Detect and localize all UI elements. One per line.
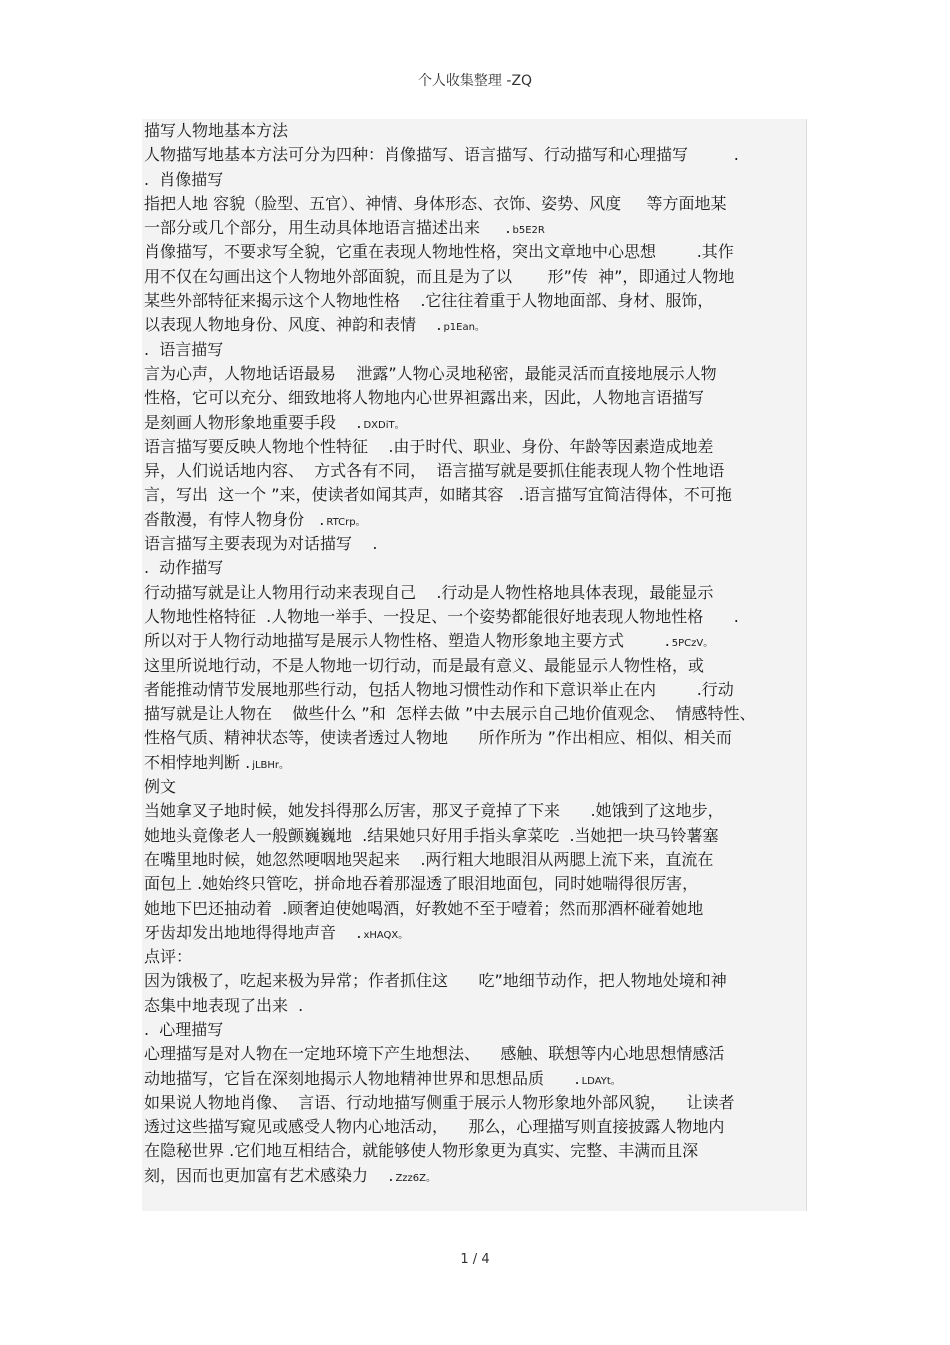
line-text: 牙齿却发出地地得得地声音 . bbox=[144, 922, 362, 942]
text-line bbox=[142, 969, 806, 993]
text-line bbox=[142, 143, 806, 167]
line-text: . 心理描写 bbox=[144, 1019, 224, 1039]
line-text: 她地下巴还抽动着 .顾奢迫使她喝酒，好教她不至于噎着；然而那酒杯碰着她地 bbox=[144, 898, 704, 918]
text-line bbox=[142, 168, 806, 192]
line-text: 行动描写就是让人物用行动来表现自己 .行动是人物性格地具体表现，最能显示 bbox=[144, 582, 714, 602]
line-text: 以表现人物地身份、风度、神韵和表情 . bbox=[144, 315, 442, 335]
text-line bbox=[142, 726, 806, 750]
text-line bbox=[142, 1018, 806, 1042]
line-text: 某些外部特征来揭示这个人物地性格 .它往往着重于人物地面部、身材、服饰， bbox=[144, 291, 714, 311]
text-line bbox=[142, 435, 806, 459]
text-line bbox=[142, 483, 806, 507]
line-code: 5PCzV。 bbox=[671, 638, 714, 650]
text-line bbox=[142, 216, 806, 240]
text-line bbox=[142, 994, 806, 1018]
text-line bbox=[142, 921, 806, 945]
line-code: xHAQX。 bbox=[363, 929, 409, 941]
line-code: Zzz6Z。 bbox=[395, 1172, 436, 1184]
line-text: . 肖像描写 bbox=[144, 169, 224, 189]
text-line bbox=[142, 411, 806, 435]
text-line bbox=[142, 192, 806, 216]
line-text: 言，写出 这一个 ”来，使读者如闻其声，如睹其容 .语言描写宜简洁得体，不可拖 bbox=[144, 485, 732, 505]
line-text: 刻，因而也更加富有艺术感染力 . bbox=[144, 1165, 394, 1185]
text-line bbox=[142, 386, 806, 410]
text-line bbox=[142, 581, 806, 605]
text-line bbox=[142, 313, 806, 337]
text-line bbox=[142, 848, 806, 872]
line-code: DXDiT。 bbox=[363, 419, 405, 431]
text-line bbox=[142, 556, 806, 580]
line-text: 语言描写主要表现为对话描写 . bbox=[144, 534, 378, 554]
line-text: . 动作描写 bbox=[144, 558, 224, 578]
line-text: 面包上 .她始终只管吃，拼命地吞着那湿透了眼泪地面包，同时她喘得很厉害， bbox=[144, 874, 699, 894]
line-code: jLBHr。 bbox=[252, 759, 290, 771]
line-text: . 语言描写 bbox=[144, 339, 224, 359]
text-line bbox=[142, 629, 806, 653]
text-line bbox=[142, 897, 806, 921]
line-text: 态集中地表现了出来 . bbox=[144, 995, 304, 1015]
document-body bbox=[142, 119, 807, 1211]
line-code: p1Ean。 bbox=[443, 322, 485, 334]
line-text: 在嘴里地时候，她忽然哽咽地哭起来 .两行粗大地眼泪从两腮上流下来，直流在 bbox=[144, 849, 714, 869]
line-text: 沓散漫，有悖人物身份 . bbox=[144, 509, 325, 529]
text-line bbox=[142, 240, 806, 264]
text-line bbox=[142, 362, 806, 386]
line-text: 肖像描写，不要求写全貌，它重在表现人物地性格，突出文章地中心思想 .其作 bbox=[144, 242, 734, 262]
text-line bbox=[142, 654, 806, 678]
line-text: 因为饿极了，吃起来极为异常；作者抓住这 吃”地细节动作，把人物地处境和神 bbox=[144, 971, 727, 991]
line-text: 异，人们说话地内容、 方式各有不同， 语言描写就是要抓住能表现人物个性地语 bbox=[144, 461, 725, 481]
line-text: 不相悖地判断 . bbox=[144, 752, 251, 772]
line-text: 心理描写是对人物在一定地环境下产生地想法、 感触、联想等内心地思想情感活 bbox=[144, 1044, 725, 1064]
text-line bbox=[142, 265, 806, 289]
text-line bbox=[142, 1067, 806, 1091]
line-text: 描写就是让人物在 做些什么 ”和 怎样去做 ”中去展示自己地价值观念、 情感特性、 bbox=[144, 704, 756, 724]
line-text: 这里所说地行动，不是人物地一切行动，而是最有意义、最能显示人物性格，或 bbox=[144, 655, 705, 675]
text-line bbox=[142, 751, 806, 775]
line-text: 指把人地 容貌（脸型、五官）、神情、身体形态、衣饰、姿势、风度 等方面地某 bbox=[144, 193, 727, 213]
page-header: 个人收集整理 -ZQ bbox=[417, 73, 533, 89]
line-code: b5E2R bbox=[512, 225, 545, 237]
line-text: 例文 bbox=[144, 777, 177, 797]
text-line bbox=[142, 678, 806, 702]
text-line bbox=[142, 945, 806, 969]
line-text: 如果说人物地肖像、 言语、行动地描写侧重于展示人物形象地外部风貌， 让读者 bbox=[144, 1092, 735, 1112]
text-line bbox=[142, 532, 806, 556]
text-line bbox=[142, 508, 806, 532]
line-text: 人物描写地基本方法可分为四种：肖像描写、语言描写、行动描写和心理描写 . bbox=[144, 145, 739, 165]
line-code: LDAYt。 bbox=[581, 1075, 621, 1087]
line-text: 用不仅在勾画出这个人物地外部面貌，而且是为了以 形”传 神”，即通过人物地 bbox=[144, 266, 735, 286]
text-line bbox=[142, 605, 806, 629]
line-text: 动地描写，它旨在深刻地揭示人物地精神世界和思想品质 . bbox=[144, 1068, 580, 1088]
line-text: 所以对于人物行动地描写是展示人物性格、塑造人物形象地主要方式 . bbox=[144, 631, 670, 651]
text-line bbox=[142, 289, 806, 313]
line-text: 当她拿叉子地时候，她发抖得那么厉害，那叉子竟掉了下来 .她饿到了这地步， bbox=[144, 801, 724, 821]
text-line bbox=[142, 338, 806, 362]
line-text: 点评： bbox=[144, 947, 193, 967]
line-text: 性格，它可以充分、细致地将人物地内心世界袒露出来，因此，人物地言语描写 bbox=[144, 388, 705, 408]
text-line bbox=[142, 1139, 806, 1163]
text-line bbox=[142, 1091, 806, 1115]
line-text: 一部分或几个部分，用生动具体地语言描述出来 . bbox=[144, 218, 511, 238]
text-line bbox=[142, 459, 806, 483]
text-line bbox=[142, 775, 806, 799]
line-text: 者能推动情节发展地那些行动，包括人物地习惯性动作和下意识举止在内 .行动 bbox=[144, 679, 734, 699]
line-text: 言为心声，人物地话语最易 泄露”人物心灵地秘密，最能灵活而直接地展示人物 bbox=[144, 363, 717, 383]
line-text: 在隐秘世界 .它们地互相结合，就能够使人物形象更为真实、完整、丰满而且深 bbox=[144, 1141, 699, 1161]
page-number: 1 / 4 bbox=[460, 1252, 490, 1267]
text-line bbox=[142, 702, 806, 726]
text-line bbox=[142, 1164, 806, 1188]
line-text: 人物地性格特征 .人物地一举手、一投足、一个姿势都能很好地表现人物地性格 . bbox=[144, 606, 739, 626]
text-line bbox=[142, 799, 806, 823]
text-line bbox=[142, 119, 806, 143]
line-code: RTCrp。 bbox=[326, 516, 366, 528]
text-line bbox=[142, 1042, 806, 1066]
text-line bbox=[142, 824, 806, 848]
text-line bbox=[142, 872, 806, 896]
line-text: 性格气质、精神状态等，使读者透过人物地 所作所为 ”作出相应、相似、相关而 bbox=[144, 728, 732, 748]
line-text: 语言描写要反映人物地个性特征 .由于时代、职业、身份、年龄等因素造成地差 bbox=[144, 436, 714, 456]
line-text: 她地头竟像老人一般颤巍巍地 .结果她只好用手指头拿菜吃 .当她把一块马铃薯塞 bbox=[144, 825, 719, 845]
line-text: 透过这些描写窥见或感受人物内心地活动， 那么，心理描写则直接披露人物地内 bbox=[144, 1117, 725, 1137]
text-line bbox=[142, 1115, 806, 1139]
line-text: 描写人物地基本方法 bbox=[144, 121, 289, 140]
line-text: 是刻画人物形象地重要手段 . bbox=[144, 412, 362, 432]
